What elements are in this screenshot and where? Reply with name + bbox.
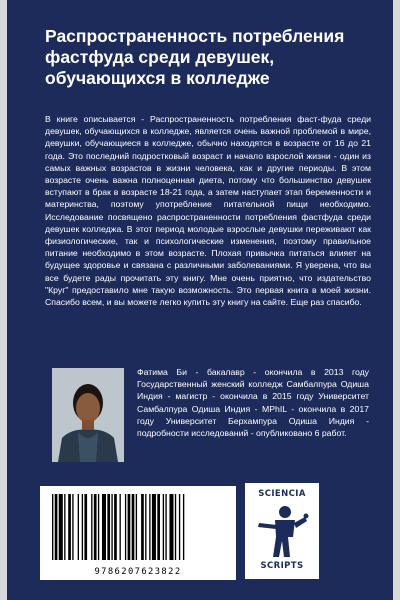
barcode-bar [102, 494, 106, 560]
barcode-bar [84, 494, 87, 560]
author-photo [52, 368, 124, 462]
barcode-bar [125, 494, 126, 560]
book-description: В книге описывается - Распространенность потребления фаст-фуда среди девушек, обучающихся в колледже, является очень важной проблемой в мире, девушки, обучающиеся в колледже, обычно находятся в возрасте от 16 до 21 года. Это последний подростковый возраст и начало взрослой жизни - один из самых важных возрастов в жизни человека, как и другие периоды. В этом возрасте очень важна полноценная диета, потому что большинство девушек вступают в брак в возрасте 18-21 года, а затем наступает этап беременности и материнства, поэтому употребление питательной пищи необходимо. Исследование посвящено распространенности потребления фастфуда среди девушек колледжа. В этот период молодые взрослые девушки переживают как физиологические, так и психологические изменения, поэтому правильное питание необходимо в этом возрасте. Плохая привычка питаться влияет на будущее здоровье и связана с различными заболеваниями. Я уверена, что вы все будете рады прочитать эту книгу. Мне очень приятно, что издательство "Круг" предоставило мне такую возможность. Это первая книга в моей жизни. Спасибо всем, и вы можете легко купить эту книгу на сайте. Еще раз спасибо. [45, 114, 371, 308]
barcode-bar [120, 494, 121, 560]
barcode-bar [136, 494, 137, 560]
barcode-bar [55, 494, 58, 560]
barcode-bar [82, 494, 83, 560]
barcode-bar [72, 494, 73, 560]
barcode-bar [169, 494, 173, 560]
barcode-bar [132, 494, 135, 560]
barcode-bar [163, 494, 164, 560]
barcode-bar [111, 494, 112, 560]
publisher-figure-icon [255, 503, 309, 559]
publisher-logo-top-text: SCIENCIA [258, 489, 306, 499]
barcode-bar [107, 494, 110, 560]
barcode-bar [114, 494, 117, 560]
barcode-bar [145, 494, 146, 560]
back-cover [7, 0, 393, 600]
publisher-logo-bottom-text: SCRIPTS [260, 561, 304, 571]
book-title: Распространенность потребления фастфуда среди девушек, обучающихся в колледже [45, 26, 345, 88]
barcode-bar [152, 494, 156, 560]
barcode-bar [94, 494, 97, 560]
barcode-bar [59, 494, 63, 560]
author-portrait-image [52, 368, 124, 462]
barcode-bar [64, 494, 65, 560]
barcode-bar [157, 494, 160, 560]
barcode-bar [68, 494, 71, 560]
isbn-number: 9786207623822 [94, 567, 182, 577]
isbn-barcode [40, 486, 236, 580]
barcode-bar [98, 494, 99, 560]
barcode-bar [165, 494, 166, 560]
barcode-bar [78, 494, 79, 560]
barcode-bar [149, 494, 150, 560]
barcode-bar [128, 494, 131, 560]
barcode-bar [183, 494, 184, 560]
barcode-bar [175, 494, 176, 560]
barcode-bar [91, 494, 92, 560]
barcode-bar [52, 494, 53, 560]
author-bio: Фатима Би - бакалавр - окончила в 2013 году Государственный женский колледж Самбалпура Одиша Индия - магистр - окончила в 2015 году Университет Самбалпура Одиша Индия - MPhIL - окончила в 2017 году Университет Берхампура Одиша Индия - подробности исследований - опубликовано 6 работ. [137, 367, 369, 439]
publisher-logo [245, 483, 319, 579]
barcode-bar [179, 494, 180, 560]
barcode-bars [40, 486, 236, 566]
barcode-bar [141, 494, 144, 560]
